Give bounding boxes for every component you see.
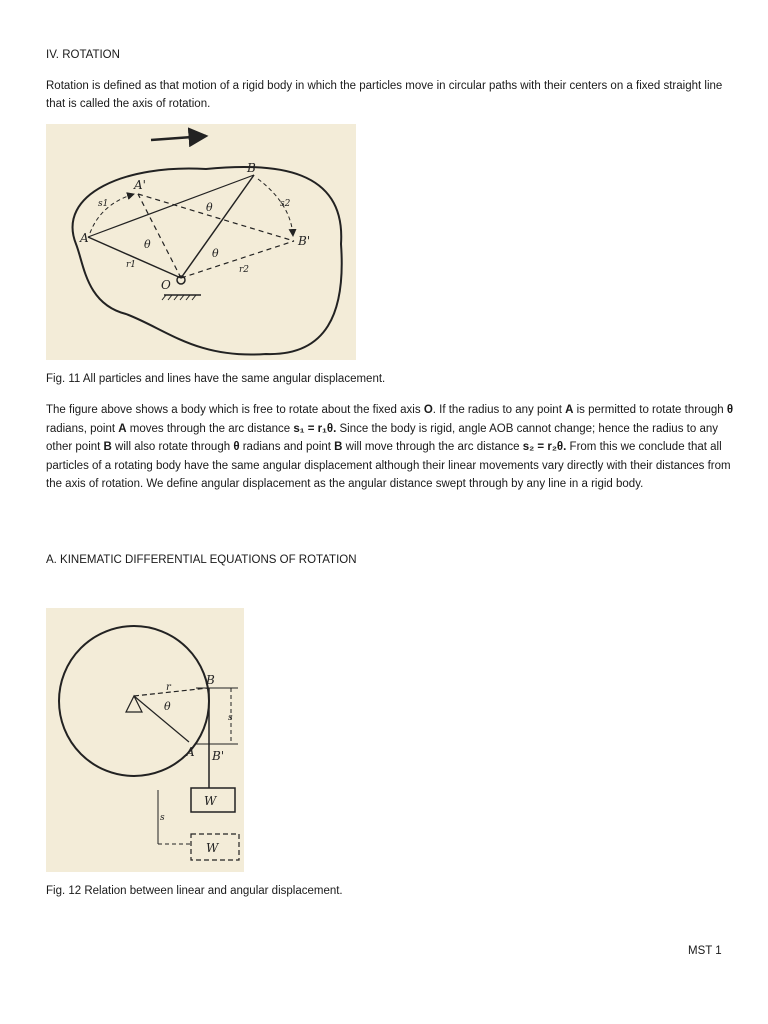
rigid-body-outline (73, 167, 342, 355)
label-A: A (80, 231, 89, 245)
label-A-prime: A' (134, 178, 146, 192)
label-s2: s2 (280, 199, 291, 209)
page-footer: MST 1 (688, 945, 722, 957)
figure-12-caption: Fig. 12 Relation between linear and angular displacement. (46, 885, 343, 897)
label-W-bottom: W (206, 841, 219, 855)
label-B: B (206, 673, 215, 687)
figure-12 (46, 608, 244, 872)
label-B-prime: B' (212, 749, 225, 763)
label-s-right: s (228, 713, 233, 723)
rotation-explanation: The figure above shows a body which is free to rotate about the fixed axis O. If the radius to any point A is permitted to rotate through θ radians, point A moves through the arc distance s₁ = r₁θ. Since the body is rigid, angle AOB cannot change; hence the radius to any other point B will also rotate through θ radians and point B will move through the arc distance s₂ = r₂θ. From this we conclude that all particles of a rotating body have the same angular displacement although their linear movements vary directly with their distances from the axis of rotation. We define angular displacement as the angular distance swept through by any line in a rigid body. (46, 404, 734, 491)
subsection-heading: A. KINEMATIC DIFFERENTIAL EQUATIONS OF ROTATION (46, 554, 357, 566)
figure-11 (46, 124, 356, 360)
label-theta-top: θ (206, 201, 213, 214)
rotation-direction-arrow (151, 136, 206, 140)
label-theta-right: θ (212, 247, 219, 260)
label-s-left: s (160, 813, 165, 823)
rotation-definition: Rotation is defined as that motion of a rigid body in which the particles move in circular paths with their centers on a fixed straight line that is called the axis of rotation. (46, 80, 723, 110)
section-heading: IV. ROTATION (46, 49, 120, 61)
figure-11-diagram (46, 124, 356, 360)
label-B: B (247, 161, 256, 175)
figure-11-caption: Fig. 11 All particles and lines have the same angular displacement. (46, 373, 386, 385)
label-r1: r1 (126, 260, 137, 270)
label-W-top: W (204, 794, 217, 808)
label-r2: r2 (239, 265, 250, 275)
label-theta-left: θ (144, 238, 151, 251)
label-s1: s1 (98, 199, 109, 209)
label-theta: θ (164, 700, 171, 713)
label-A: A (186, 745, 195, 759)
label-r: r (166, 682, 171, 693)
label-O: O (161, 278, 171, 292)
figure-12-diagram (46, 608, 244, 872)
label-B-prime: B' (298, 234, 311, 248)
